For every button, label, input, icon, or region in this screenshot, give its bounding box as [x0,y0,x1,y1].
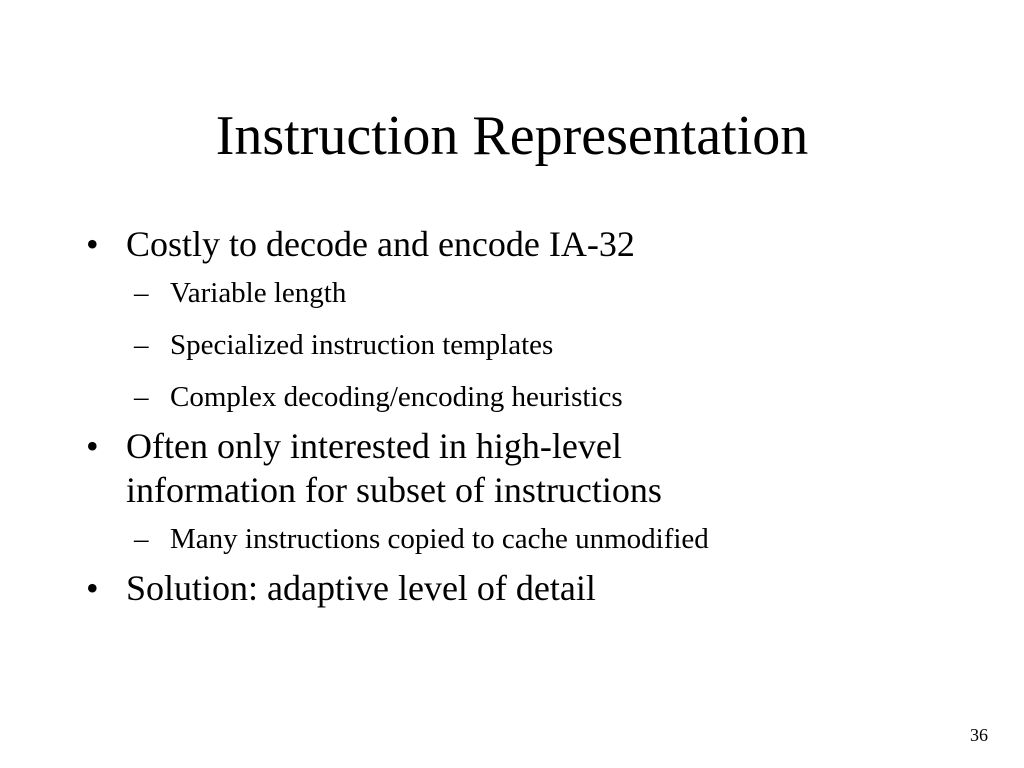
sub-bullet-complex-heuristics [134,380,986,415]
page-number: 36 [970,725,988,745]
bullet-text: Solution: adaptive level of detail [126,568,596,608]
dash-marker: – [134,523,149,555]
slide-title: Instruction Representation [215,105,809,167]
dash-marker: – [134,381,149,413]
bullet-text-line-1: Often only interested in high-level [126,426,622,466]
sub-bullet-text: Variable length [170,277,347,309]
sub-bullet-text: Complex decoding/encoding heuristics [170,381,623,413]
sub-bullet-variable-length [134,276,986,311]
bullet-text: Costly to decode and encode IA-32 [126,224,635,264]
sub-bullet-copied-unmodified [134,522,986,557]
slide-content [86,222,986,610]
dash-marker: – [134,329,149,361]
bullet-marker: • [86,426,99,466]
sub-bullet-text: Many instructions copied to cache unmodified [170,523,709,555]
bullet-item-high-level-info [86,424,986,512]
bullet-marker: • [86,568,99,608]
sub-bullet-text: Specialized instruction templates [170,329,554,361]
bullet-marker: • [86,224,99,264]
sub-bullet-list [134,522,986,557]
bullet-item-solution [86,566,986,610]
bullet-item-costly-decode [86,222,986,266]
sub-bullet-list [134,276,986,415]
dash-marker: – [134,277,149,309]
sub-bullet-specialized-templates [134,328,986,363]
bullet-text-line-2: information for subset of instructions [126,470,662,510]
